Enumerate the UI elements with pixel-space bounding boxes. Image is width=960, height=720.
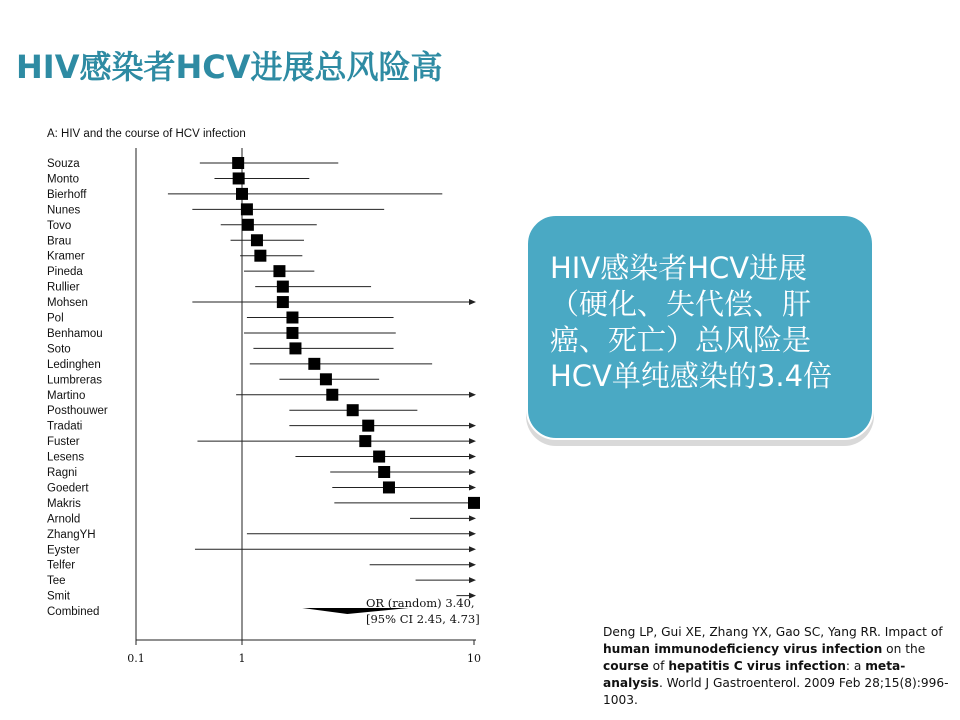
- study-marker: [378, 466, 390, 478]
- study-marker: [308, 358, 320, 370]
- study-marker: [326, 389, 338, 401]
- citation-part: meta-analysis: [603, 659, 906, 690]
- study-label: Kramer: [47, 250, 85, 263]
- x-tick-label: 10: [467, 652, 481, 665]
- chart-title: A: HIV and the course of HCV infection: [47, 128, 246, 140]
- citation-part: course: [603, 659, 649, 673]
- study-label: Soto: [47, 343, 71, 356]
- study-label: Makris: [47, 497, 81, 510]
- study-label: Smit: [47, 590, 70, 603]
- study-label: Bierhoff: [47, 188, 87, 201]
- callout-text: HIV感染者HCV进展（硬化、失代偿、肝癌、死亡）总风险是HCV单纯感染的3.4倍: [550, 251, 833, 393]
- study-marker: [277, 281, 289, 293]
- study-label: Ragni: [47, 467, 78, 479]
- study-marker: [241, 203, 253, 215]
- ci-arrow-head: [469, 577, 476, 583]
- citation-part: Deng LP, Gui XE, Zhang YX, Gao SC, Yang RR. Impact of: [603, 625, 943, 639]
- study-label: Arnold: [47, 513, 81, 526]
- study-label: Brau: [47, 235, 72, 248]
- study-label: Rullier: [47, 281, 80, 294]
- study-marker: [289, 342, 301, 354]
- study-label: Martino: [47, 389, 86, 402]
- ci-arrow-head: [469, 392, 476, 398]
- ci-arrow-head: [469, 546, 476, 552]
- study-label: Posthouwer: [47, 405, 108, 418]
- study-label: Tovo: [47, 219, 72, 232]
- study-marker: [320, 373, 332, 385]
- study-label: ZhangYH: [47, 528, 96, 541]
- study-marker: [468, 497, 480, 509]
- study-label: Goedert: [47, 482, 89, 495]
- study-label: Eyster: [47, 544, 80, 557]
- pooled-label-1: OR (random) 3.40,: [366, 596, 475, 610]
- ci-arrow-head: [469, 469, 476, 475]
- study-label: Combined: [47, 606, 100, 619]
- citation-part: of: [648, 659, 669, 673]
- x-tick-label: 0.1: [127, 652, 145, 665]
- study-marker: [286, 312, 298, 324]
- study-marker: [383, 481, 395, 493]
- citation: [603, 624, 953, 709]
- study-label: Benhamou: [47, 327, 103, 340]
- ci-arrow-head: [469, 515, 476, 521]
- study-label: Tradati: [47, 420, 83, 433]
- citation-part: hepatitis C virus infection: [668, 659, 846, 673]
- study-label: Lesens: [47, 451, 85, 464]
- ci-arrow-head: [469, 438, 476, 444]
- study-label: Monto: [47, 173, 79, 186]
- study-marker: [359, 435, 371, 447]
- study-label: Lumbreras: [47, 374, 102, 387]
- citation-part: : a: [845, 659, 866, 673]
- ci-arrow-head: [469, 454, 476, 460]
- study-marker: [347, 404, 359, 416]
- study-label: Telfer: [47, 559, 76, 572]
- study-marker: [254, 250, 266, 262]
- x-tick-label: 1: [238, 652, 246, 665]
- study-label: Souza: [47, 158, 80, 170]
- callout-bubble: [526, 214, 874, 440]
- study-marker: [362, 420, 374, 432]
- study-label: Nunes: [47, 204, 81, 217]
- ci-arrow-head: [469, 423, 476, 429]
- citation-part: . World J Gastroenterol. 2009 Feb 28;15(8):996-1003.: [603, 676, 949, 707]
- study-marker: [242, 219, 254, 231]
- study-marker: [251, 234, 263, 246]
- study-label: Mohsen: [47, 297, 88, 310]
- study-label: Fuster: [47, 436, 80, 449]
- study-marker: [236, 188, 248, 200]
- citation-part: human immunodeficiency virus infection: [603, 642, 883, 656]
- pooled-label-2: [95% CI 2.45, 4.73]: [366, 612, 480, 626]
- citation-part: on the: [882, 642, 926, 656]
- study-marker: [233, 172, 245, 184]
- ci-arrow-head: [469, 484, 476, 490]
- slide-title: HIV感染者HCV进展总风险高: [16, 48, 443, 86]
- ci-arrow-head: [469, 562, 476, 568]
- study-marker: [273, 265, 285, 277]
- study-marker: [232, 157, 244, 169]
- ci-arrow-head: [469, 299, 476, 305]
- study-marker: [286, 327, 298, 339]
- study-marker: [373, 451, 385, 463]
- study-label: Tee: [47, 575, 66, 588]
- study-label: Pol: [47, 312, 64, 325]
- study-label: Ledinghen: [47, 358, 101, 371]
- ci-arrow-head: [469, 531, 476, 537]
- study-marker: [277, 296, 289, 308]
- study-label: Pineda: [47, 266, 83, 279]
